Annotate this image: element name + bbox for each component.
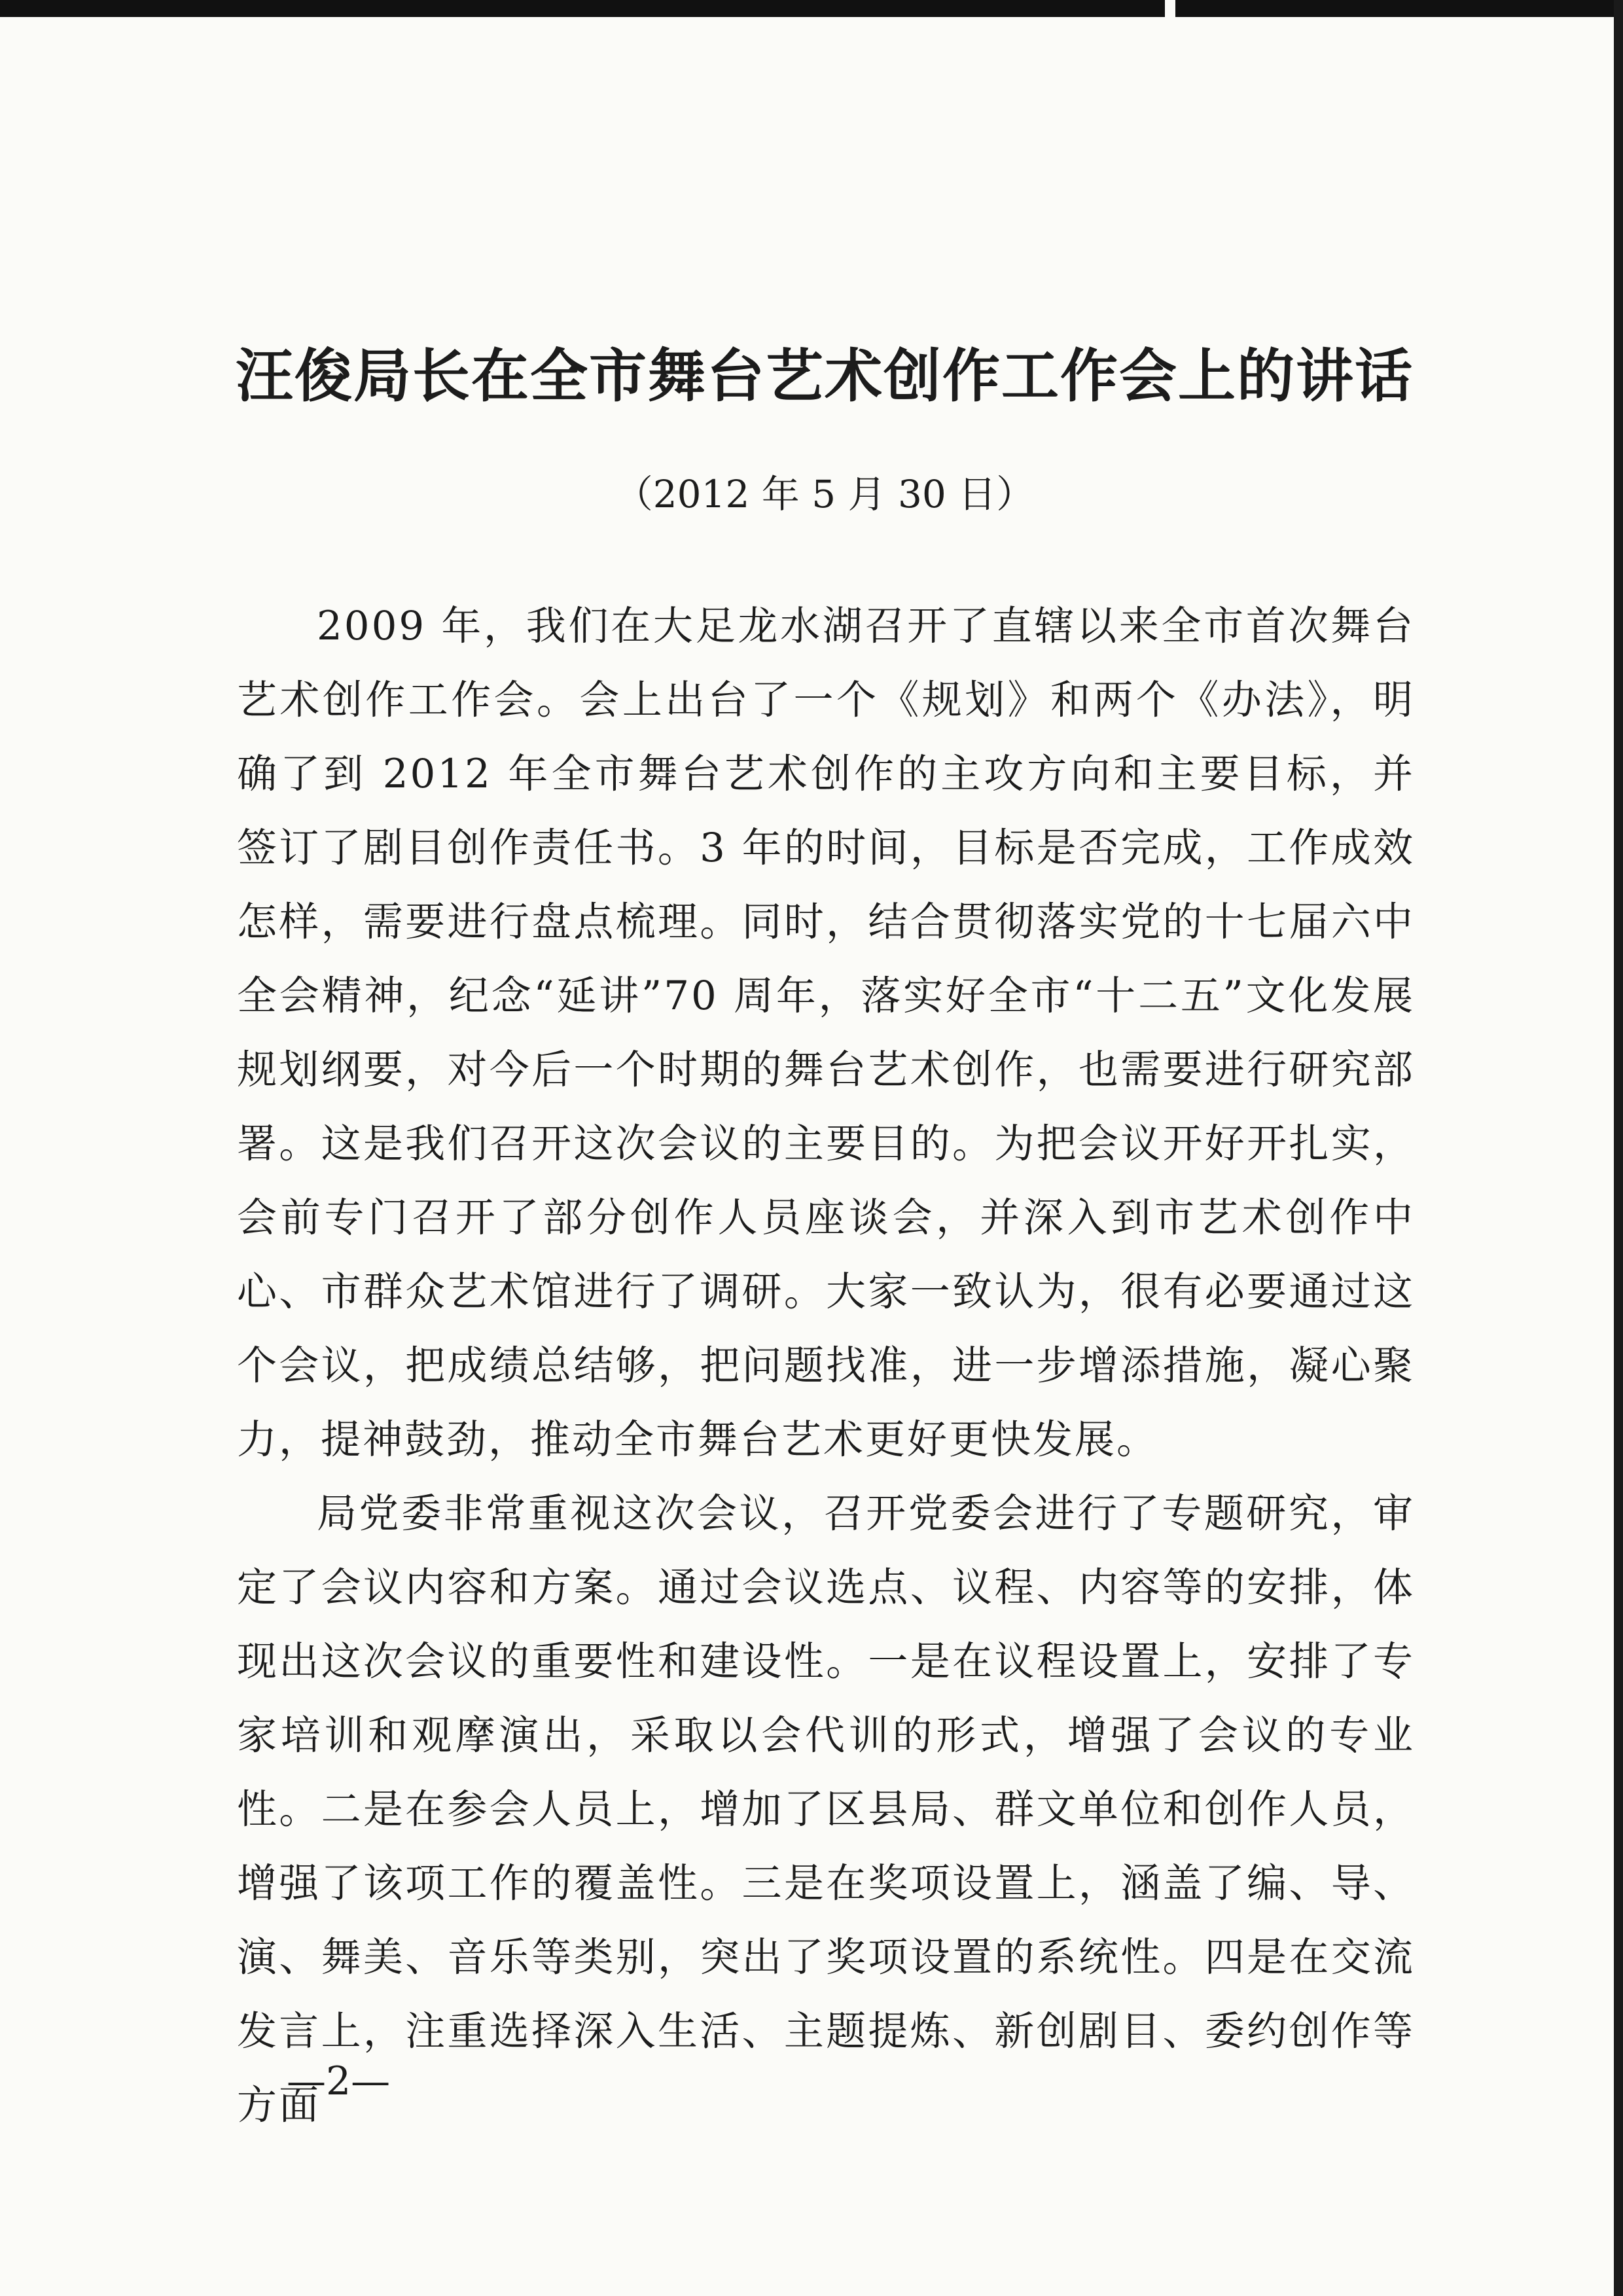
body-text bbox=[237, 589, 1415, 2142]
scan-border-gap bbox=[1165, 0, 1175, 20]
scan-border-right bbox=[1614, 0, 1623, 2296]
page-number: —2— bbox=[287, 2058, 391, 2104]
speech-date: （2012 年 5 月 30 日） bbox=[615, 472, 1035, 516]
page-title: 汪俊局长在全市舞台艺术创作工作会上的讲话 bbox=[236, 342, 1414, 410]
paragraph-1: 2009 年，我们在大足龙水湖召开了直辖以来全市首次舞台艺术创作工作会。会上出台了一个《规划》和两个《办法》，明确了到 2012 年全市舞台艺术创作的主攻方向和主要目标，并签订了剧目创作责任书。3 年的时间，目标是否完成，工作成效怎样，需要进行盘点梳理。同时，结合贯彻落实党的十七届六中全会精神，纪念“延讲”70 周年，落实好全市“十二五”文化发展规划纲要，对今后一个时期的舞台艺术创作，也需要进行研究部署。这是我们召开这次会议的主要目的。为把会议开好开扎实，会前专门召开了部分创作人员座谈会，并深入到市艺术创作中心、市群众艺术馆进行了调研。大家一致认为，很有必要通过这个会议，把成绩总结够，把问题找准，进一步增添措施，凝心聚力，提神鼓劲，推动全市舞台艺术更好更快发展。 bbox=[237, 603, 1415, 1463]
scan-border-top bbox=[0, 0, 1623, 17]
paragraph-2: 局党委非常重视这次会议，召开党委会进行了专题研究，审定了会议内容和方案。通过会议选点、议程、内容等的安排，体现出这次会议的重要性和建设性。一是在议程设置上，安排了专家培训和观摩演出，采取以会代训的形式，增强了会议的专业性。二是在参会人员上，增加了区县局、群文单位和创作人员，增强了该项工作的覆盖性。三是在奖项设置上，涵盖了编、导、演、舞美、音乐等类别，突出了奖项设置的系统性。四是在交流发言上，注重选择深入生活、主题提炼、新创剧目、委约创作等方面 bbox=[237, 1490, 1415, 2128]
